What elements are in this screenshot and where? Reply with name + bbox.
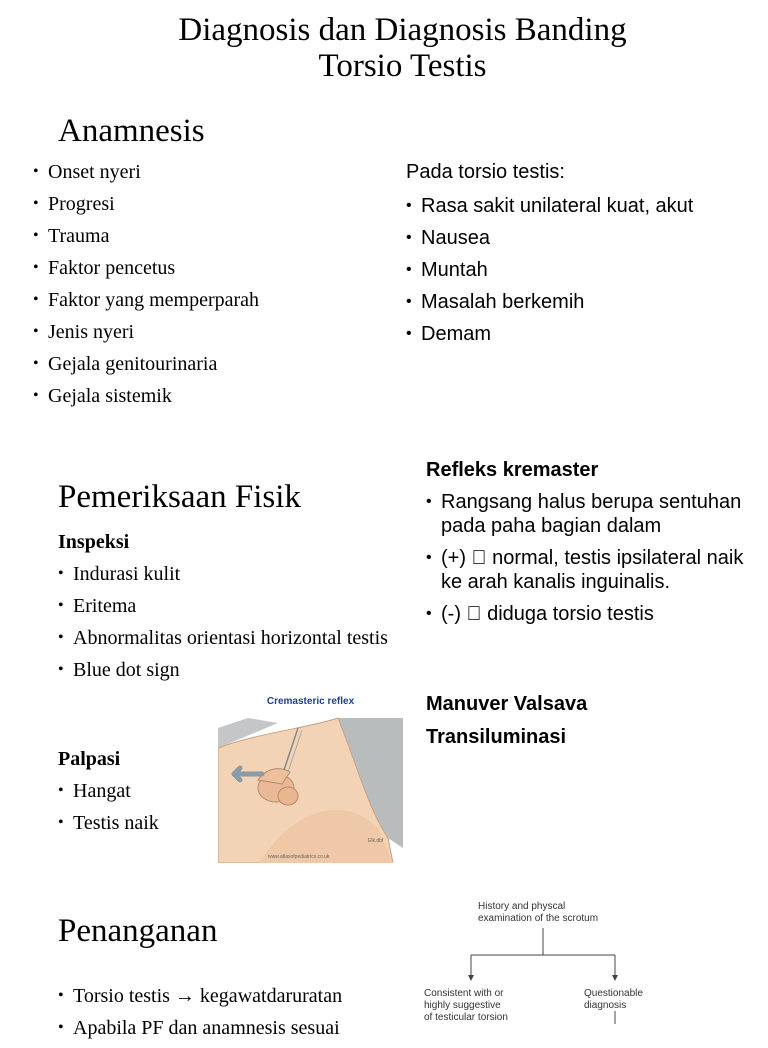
list-item: • Jenis nyeri	[33, 320, 373, 344]
flow-root-line1: History and physcal	[478, 901, 566, 912]
list-item: • Gejala genitourinaria	[33, 352, 373, 376]
list-item: • Demam	[406, 322, 706, 346]
list-item: • Torsio testis → kegawatdaruratan	[58, 984, 398, 1008]
list-item: • Blue dot sign	[58, 658, 393, 682]
title-line-1: Diagnosis dan Diagnosis Banding	[178, 12, 627, 48]
list-item: • Gejala sistemik	[33, 384, 373, 408]
refleks-heading: Refleks kremaster	[426, 459, 599, 481]
list-item: • Muntah	[406, 258, 706, 282]
fisik-heading: Pemeriksaan Fisik	[58, 479, 301, 515]
list-item: • Nausea	[406, 226, 706, 250]
torsio-list	[406, 194, 706, 354]
list-item: • Trauma	[33, 224, 373, 248]
list-item: • (+) normal, testis ipsilateral naik ke arah kanalis inguinalis.	[426, 546, 758, 594]
inspeksi-label: Inspeksi	[58, 531, 130, 553]
title-line-2: Torsio Testis	[318, 48, 487, 84]
refleks-list	[426, 490, 758, 634]
flow-left-line2: highly suggestive	[424, 1000, 501, 1011]
flow-right-line1: Questionable	[584, 988, 643, 999]
flow-left-line3: of testicular torsion	[424, 1012, 508, 1023]
manuver-valsava: Manuver Valsava	[426, 693, 588, 715]
list-item: • Rangsang halus berupa sentuhan pada paha bagian dalam	[426, 490, 758, 538]
anamnesis-heading: Anamnesis	[58, 113, 205, 149]
list-item: • Faktor yang memperparah	[33, 288, 373, 312]
torsio-intro: Pada torsio testis:	[406, 161, 565, 183]
flow-right-line2: diagnosis	[584, 1000, 627, 1011]
list-item: • (-) diduga torsio testis	[426, 602, 758, 626]
list-item: • Apabila PF dan anamnesis sesuai	[58, 1016, 398, 1040]
flow-root-line2: examination of the scrotum	[478, 913, 599, 924]
list-item: • Eritema	[58, 594, 393, 618]
figure-tag: Elk.dbf	[368, 838, 384, 844]
list-item: • Hangat	[58, 779, 218, 803]
slide-title	[0, 12, 768, 84]
figure-title: Cremasteric reflex	[266, 696, 355, 707]
anamnesis-list	[33, 160, 373, 416]
figure-credit: www.atlasofpediatrics.co.uk	[268, 854, 330, 860]
penanganan-list	[58, 984, 398, 1048]
cremasteric-illustration	[218, 688, 403, 863]
palpasi-label: Palpasi	[58, 748, 121, 770]
palpasi-list	[58, 779, 218, 843]
cremasteric-reflex-figure	[218, 688, 403, 863]
list-item: • Rasa sakit unilateral kuat, akut	[406, 194, 706, 218]
flow-right	[584, 988, 668, 1012]
list-item: • Abnormalitas orientasi horizontal testis	[58, 626, 393, 650]
list-item: • Indurasi kulit	[58, 562, 393, 586]
list-item: • Testis naik	[58, 811, 218, 835]
flow-left	[424, 988, 534, 1024]
inspeksi-list	[58, 562, 393, 690]
list-item: • Masalah berkemih	[406, 290, 706, 314]
list-item: • Onset nyeri	[33, 160, 373, 184]
list-item: • Progresi	[33, 192, 373, 216]
penanganan-heading: Penanganan	[58, 913, 218, 949]
flow-left-line1: Consistent with or	[424, 988, 504, 999]
list-item: • Faktor pencetus	[33, 256, 373, 280]
transiluminasi: Transiluminasi	[426, 726, 567, 748]
diagnosis-flowchart	[418, 895, 668, 1024]
